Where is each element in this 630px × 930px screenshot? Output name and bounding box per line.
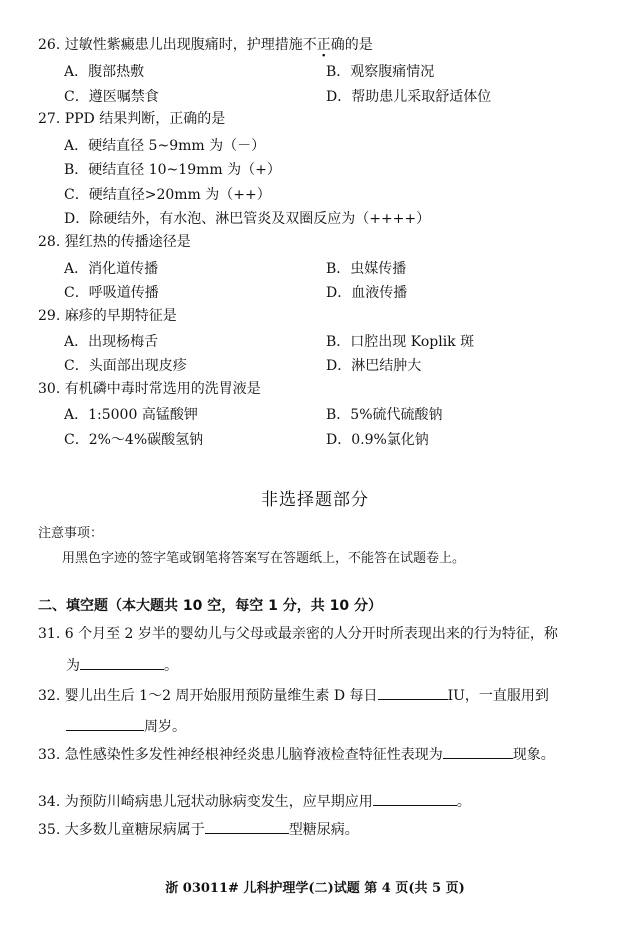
stem-part: 。 — [456, 794, 471, 810]
question-29 — [38, 307, 177, 325]
question-31 — [38, 625, 558, 643]
stem-part: 过敏性紫癜患儿出现腹痛时，护理措施 — [64, 37, 303, 53]
question-number: 31. — [38, 626, 61, 642]
question-33 — [38, 744, 555, 764]
option-d: D．帮助患儿采取舒适体位 — [326, 89, 492, 105]
answer-blank[interactable] — [378, 685, 448, 700]
option-c: C．头面部出现皮疹 — [64, 358, 187, 374]
option-b: B．口腔出现 Koplik 斑 — [326, 334, 475, 350]
stem-part: 为预防川崎病患儿冠状动脉病变发生，应早期应用 — [64, 794, 373, 810]
option-a: A．1:5000 高锰酸钾 — [64, 407, 198, 423]
option-c: C．呼吸道传播 — [64, 285, 159, 301]
question-32-line2 — [66, 716, 186, 736]
stem-part: 现象。 — [512, 747, 555, 763]
option-b: B．硬结直径 10~19mm 为（+） — [64, 162, 281, 178]
option-b: B．5%硫代硫酸钠 — [326, 407, 443, 423]
option-d: D．血液传播 — [326, 285, 408, 301]
question-stem: 猩红热的传播途径是 — [64, 234, 191, 250]
stem-part: 的是 — [344, 37, 373, 53]
question-stem: 麻疹的早期特征是 — [64, 308, 177, 324]
question-number: 30. — [38, 381, 61, 397]
question-number: 29. — [38, 308, 61, 324]
answer-blank[interactable] — [443, 744, 513, 759]
stem-part: 。 — [164, 658, 178, 674]
stem-part: 大多数儿童糖尿病属于 — [64, 822, 205, 838]
question-stem: 有机磷中毒时常选用的洗胃液是 — [64, 381, 261, 397]
question-number: 35. — [38, 822, 61, 838]
stem-part: 为 — [66, 658, 80, 674]
option-a: A．消化道传播 — [64, 261, 159, 277]
option-d: D．淋巴结肿大 — [326, 358, 422, 374]
question-number: 27. — [38, 111, 61, 127]
answer-blank[interactable] — [66, 716, 144, 731]
question-number: 33. — [38, 747, 61, 763]
option-c: C．遵医嘱禁食 — [64, 89, 159, 105]
stem-part: IU，一直服用到 — [447, 688, 549, 704]
question-stem: PPD 结果判断，正确的是 — [64, 111, 226, 127]
notice-title: 注意事项： — [38, 526, 104, 541]
answer-blank[interactable] — [373, 791, 457, 806]
question-number: 32. — [38, 688, 61, 704]
stem-emphasis: 不正确 — [302, 37, 345, 53]
stem-part: 急性感染性多发性神经根神经炎患儿脑脊液检查特征性表现为 — [64, 747, 443, 763]
option-b: B．观察腹痛情况 — [326, 64, 435, 80]
answer-blank[interactable] — [205, 819, 289, 834]
answer-blank[interactable] — [80, 655, 164, 670]
question-31-line2 — [66, 655, 178, 675]
question-32 — [38, 685, 549, 705]
question-number: 28. — [38, 234, 61, 250]
option-a: A．腹部热敷 — [64, 64, 145, 80]
question-26 — [38, 36, 373, 54]
option-a: A．出现杨梅舌 — [64, 334, 159, 350]
question-30 — [38, 380, 261, 398]
stem-part: 婴儿出生后 1～2 周开始服用预防量维生素 D 每日 — [64, 688, 378, 704]
question-number: 26. — [38, 37, 61, 53]
question-34 — [38, 791, 471, 811]
option-c: C．硬结直径>20mm 为（++） — [64, 187, 271, 203]
option-a: A．硬结直径 5~9mm 为（－） — [64, 138, 266, 154]
option-b: B．虫媒传播 — [326, 261, 407, 277]
stem-part: 型糖尿病。 — [288, 822, 359, 838]
option-c: C．2%～4%碳酸氢钠 — [64, 432, 204, 448]
question-stem: 6 个月至 2 岁半的婴幼儿与父母或最亲密的人分开时所表现出来的行为特征，称 — [64, 626, 558, 642]
question-number: 34. — [38, 794, 61, 810]
question-stem — [65, 37, 373, 53]
page-footer: 浙 03011# 儿科护理学(二)试题 第 4 页(共 5 页) — [165, 881, 465, 896]
option-d: D．除硬结外，有水泡、淋巴管炎及双圈反应为（++++） — [64, 211, 431, 227]
stem-part: 周岁。 — [144, 719, 186, 735]
question-27 — [38, 110, 225, 128]
notice-text: 用黑色字迹的签字笔或钢笔将答案写在答题纸上，不能答在试题卷上。 — [62, 551, 466, 566]
part-heading: 非选择题部分 — [261, 490, 369, 510]
section-title: 二、填空题（本大题共 10 空，每空 1 分，共 10 分） — [38, 598, 382, 614]
question-28 — [38, 233, 191, 251]
question-35 — [38, 819, 359, 839]
option-d: D．0.9%氯化钠 — [326, 432, 429, 448]
